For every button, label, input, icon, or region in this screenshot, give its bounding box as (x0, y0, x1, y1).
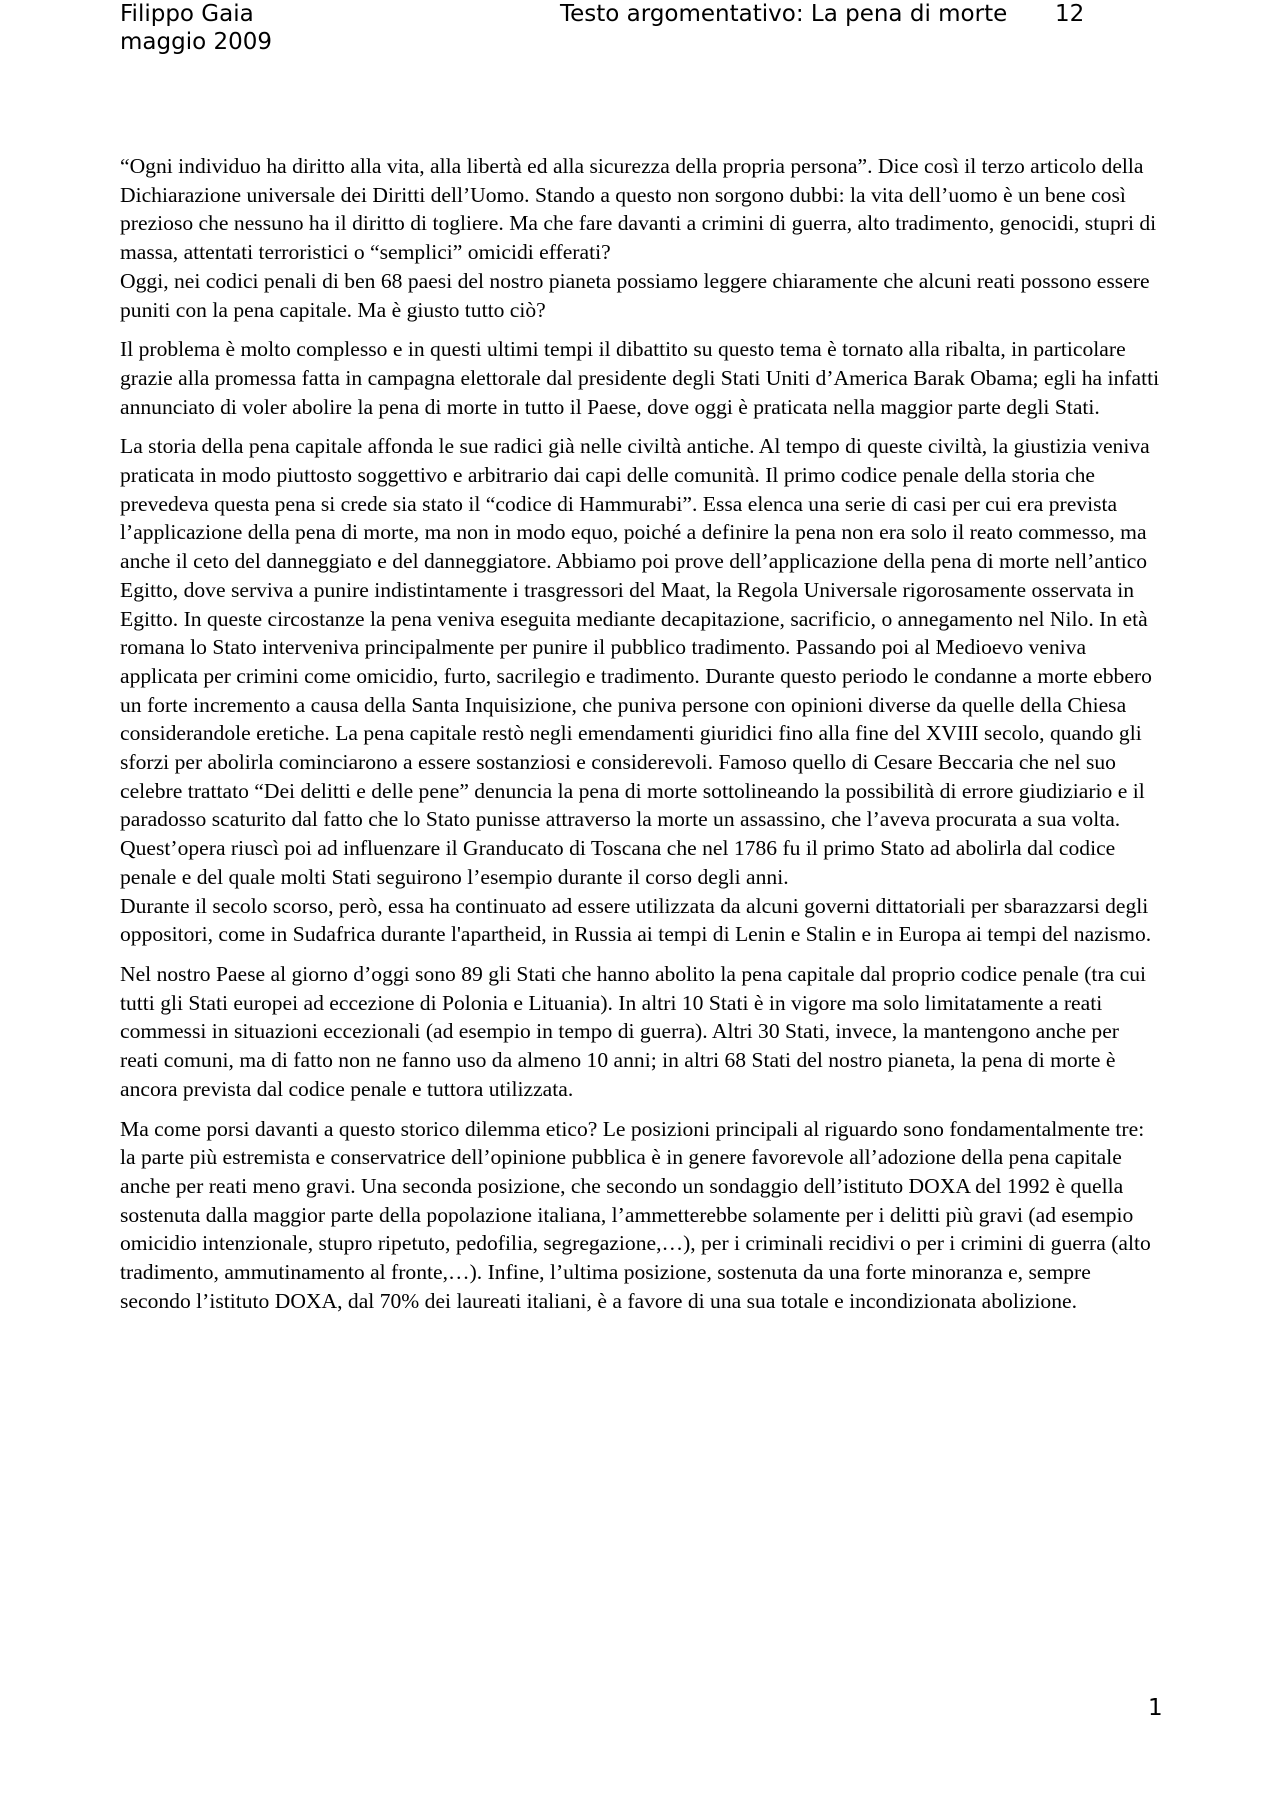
header-date: maggio 2009 (120, 29, 273, 55)
paragraph-today: Oggi, nei codici penali di ben 68 paesi del nostro pianeta possiamo leggere chiaramente che alcuni reati possono essere puniti con la pena capitale. Ma è giusto tutto ciò? (120, 268, 1150, 322)
header-number: 12 (1055, 1, 1085, 27)
page-header (120, 0, 1120, 60)
paragraph-last-century: Durante il secolo scorso, però, essa ha continuato ad essere utilizzata da alcuni governi dittatoriali per sbarazzarsi degli oppositori, come in Sudafrica durante l'apartheid, in Russia ai tempi di Lenin e Stalin e in Europa ai tempi del nazismo. (120, 893, 1152, 947)
page-number: 1 (1148, 1695, 1163, 1721)
paragraph-intro: “Ogni individuo ha diritto alla vita, alla libertà ed alla sicurezza della propria persona”. Dice così il terzo articolo della Dichiarazione universale dei Diritti dell’Uomo. Stando a questo non sorgono dubbi: la vita dell’uomo è un bene così prezioso che nessuno ha il diritto di togliere. Ma che fare davanti a crimini di guerra, alto tradimento, genocidi, stupri di massa, attentati terroristici o “semplici” omicidi efferati? (120, 154, 1157, 265)
paragraph-history: La storia della pena capitale affonda le sue radici già nelle civiltà antiche. Al tempo di queste civiltà, la giustizia veniva praticata in modo piuttosto soggettivo e arbitrario dai capi delle comunità. Il primo codice penale della storia che prevedeva questa pena si crede sia stato il “codice di Hammurabi”. Essa elenca una serie di casi per cui era prevista l’applicazione della pena di morte, ma non in modo equo, poiché a definire la pena non era solo il reato commesso, ma anche il ceto del danneggiato e del danneggiatore. Abbiamo poi prove dell’applicazione della pena di morte nell’antico Egitto, dove serviva a punire indistintamente i trasgressori del Maat, la Regola Universale rigorosamente osservata in Egitto. In queste circostanze la pena veniva eseguita mediante decapitazione, sacrificio, o annegamento nel Nilo. In età romana lo Stato interveniva principalmente per punire il pubblico tradimento. Passando poi al Medioevo veniva applicata per crimini come omicidio, furto, sacrilegio e tradimento. Durante questo periodo le condanne a morte ebbero un forte incremento a causa della Santa Inquisizione, che puniva persone con opinioni diverse da quelle della Chiesa considerandole eretiche. La pena capitale restò negli emendamenti giuridici fino alla fine del XVIII secolo, quando gli sforzi per abolirla cominciarono a essere sostanziosi e considerevoli. Famoso quello di Cesare Beccaria che nel suo celebre trattato “Dei delitti e delle pene” denuncia la pena di morte sottolineando la possibilità di errore giudiziario e il paradosso scaturito dal fatto che lo Stato punisse attraverso la morte un assassino, che l’aveva procurata a sua volta. Quest’opera riuscì poi ad influenzare il Granducato di Toscana che nel 1786 fu il primo Stato ad abolirla dal codice penale e del quale molti Stati seguirono l’esempio durante il corso degli anni. (120, 434, 1152, 889)
paragraph-problem: Il problema è molto complesso e in questi ultimi tempi il dibattito su questo tema è tornato alla ribalta, in particolare grazie alla promessa fatta in campagna elettorale dal presidente degli Stati Uniti d’America Barak Obama; egli ha infatti annunciato di voler abolire la pena di morte in tutto il Paese, dove oggi è praticata nella maggior parte degli Stati. (120, 337, 1160, 419)
header-title: Testo argomentativo: La pena di morte (560, 1, 1008, 27)
paragraph-positions: Ma come porsi davanti a questo storico dilemma etico? Le posizioni principali al riguardo sono fondamentalmente tre: la parte più estremista e conservatrice dell’opinione pubblica è in genere favorevole all’adozione della pena capitale anche per reati meno gravi. Una seconda posizione, che secondo un sondaggio dell’istituto DOXA del 1992 è quella sostenuta dalla maggior parte della popolazione italiana, l’ammetterebbe solamente per i delitti più gravi (ad esempio omicidio intenzionale, stupro ripetuto, pedofilia, segregazione,…), per i criminali recidivi o per i crimini di guerra (alto tradimento, ammutinamento al fronte,…). Infine, l’ultima posizione, sostenuta da una forte minoranza e, sempre secondo l’istituto DOXA, dal 70% dei laureati italiani, è a favore di una sua totale e incondizionata abolizione. (120, 1116, 1151, 1313)
document-body (120, 152, 1160, 1315)
header-author: Filippo Gaia (120, 1, 254, 27)
paragraph-current-status: Nel nostro Paese al giorno d’oggi sono 89 gli Stati che hanno abolito la pena capitale dal proprio codice penale (tra cui tutti gli Stati europei ad eccezione di Polonia e Lituania). In altri 10 Stati è in vigore ma solo limitatamente a reati commessi in situazioni eccezionali (ad esempio in tempo di guerra). Altri 30 Stati, invece, la mantengono anche per reati comuni, ma di fatto non ne fanno uso da almeno 10 anni; in altri 68 Stati del nostro pianeta, la pena di morte è ancora prevista dal codice penale e tuttora utilizzata. (120, 961, 1146, 1101)
